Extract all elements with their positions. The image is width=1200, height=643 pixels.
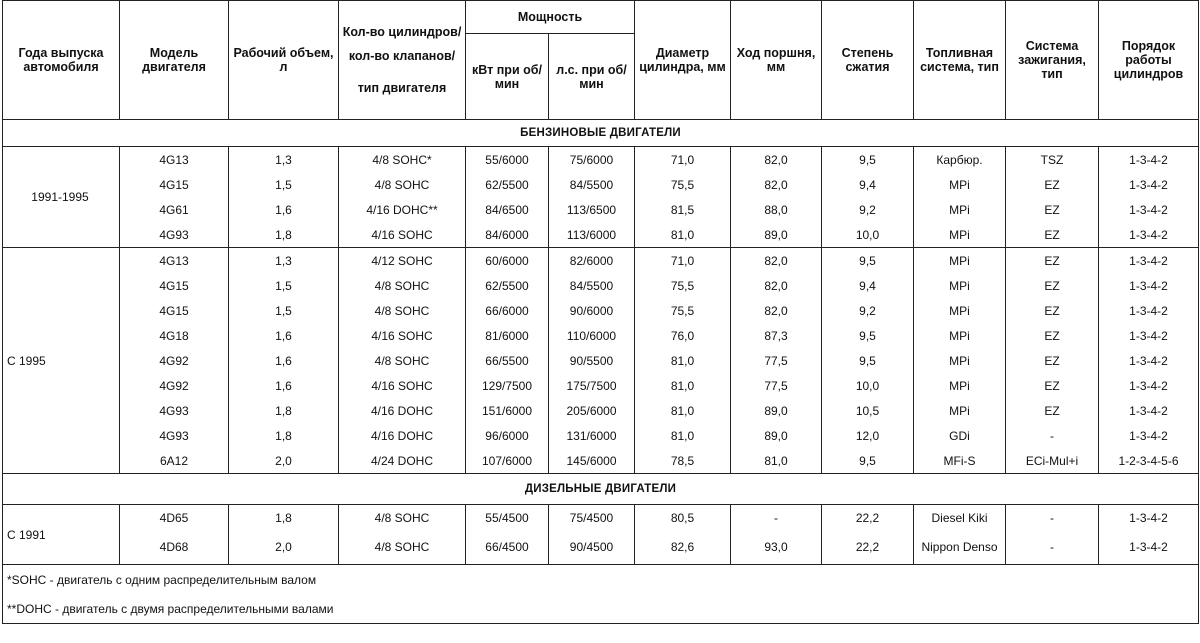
table-row [3, 348, 1199, 373]
compression-cell: 9,2 [822, 298, 914, 323]
kw-cell: 62/5500 [466, 273, 549, 298]
model-cell: 4G13 [120, 248, 229, 274]
table-row [3, 373, 1199, 398]
volume-cell: 1,6 [229, 197, 339, 222]
hp-cell: 84/5500 [549, 172, 635, 197]
hp-cell: 110/6000 [549, 323, 635, 348]
fuel-cell: MPi [914, 248, 1006, 274]
hp-cell: 90/5500 [549, 348, 635, 373]
model-cell: 4G61 [120, 197, 229, 222]
volume-cell: 2,0 [229, 448, 339, 474]
engine-specs-table [2, 0, 1199, 624]
bore-cell: 81,0 [635, 348, 731, 373]
group-from-1991 [3, 505, 1199, 565]
compression-cell: 9,5 [822, 348, 914, 373]
model-cell: 4G93 [120, 398, 229, 423]
ignition-cell: EZ [1006, 323, 1099, 348]
bore-cell: 78,5 [635, 448, 731, 474]
cylinders-cell: 4/24 DOHC [339, 448, 466, 474]
table-row [3, 222, 1199, 248]
model-cell: 4D65 [120, 505, 229, 531]
fuel-cell: Карбюр. [914, 147, 1006, 173]
fuel-cell: MPi [914, 298, 1006, 323]
stroke-cell: 77,5 [731, 348, 822, 373]
compression-cell: 10,5 [822, 398, 914, 423]
compression-cell: 9,5 [822, 147, 914, 173]
order-cell: 1-3-4-2 [1099, 197, 1199, 222]
model-cell: 4G15 [120, 298, 229, 323]
hp-cell: 113/6500 [549, 197, 635, 222]
header-fuel-system: Топливная система, тип [914, 1, 1006, 120]
model-cell: 4D68 [120, 530, 229, 565]
compression-cell: 10,0 [822, 373, 914, 398]
stroke-cell: 89,0 [731, 222, 822, 248]
header-ignition: Система зажигания, тип [1006, 1, 1099, 120]
volume-cell: 1,8 [229, 423, 339, 448]
ignition-cell: EZ [1006, 222, 1099, 248]
model-cell: 4G15 [120, 172, 229, 197]
volume-cell: 1,5 [229, 298, 339, 323]
section-diesel: ДИЗЕЛЬНЫЕ ДВИГАТЕЛИ [3, 474, 1199, 505]
table-row [3, 323, 1199, 348]
kw-cell: 81/6000 [466, 323, 549, 348]
stroke-cell: 88,0 [731, 197, 822, 222]
stroke-cell: 89,0 [731, 423, 822, 448]
fuel-cell: MPi [914, 373, 1006, 398]
order-cell: 1-3-4-2 [1099, 398, 1199, 423]
model-cell: 4G18 [120, 323, 229, 348]
header-stroke: Ход поршня, мм [731, 1, 822, 120]
kw-cell: 96/6000 [466, 423, 549, 448]
compression-cell: 10,0 [822, 222, 914, 248]
header-year: Года выпуска автомобиля [3, 1, 120, 120]
cylinders-cell: 4/8 SOHC [339, 530, 466, 565]
hp-cell: 75/6000 [549, 147, 635, 173]
volume-cell: 1,3 [229, 147, 339, 173]
kw-cell: 66/4500 [466, 530, 549, 565]
order-cell: 1-3-4-2 [1099, 248, 1199, 274]
header-volume: Рабочий объем, л [229, 1, 339, 120]
cylinders-cell: 4/16 SOHC [339, 323, 466, 348]
bore-cell: 71,0 [635, 147, 731, 173]
kw-cell: 55/6000 [466, 147, 549, 173]
stroke-cell: 89,0 [731, 398, 822, 423]
volume-cell: 2,0 [229, 530, 339, 565]
bore-cell: 76,0 [635, 323, 731, 348]
order-cell: 1-3-4-2 [1099, 147, 1199, 173]
fuel-cell: MPi [914, 348, 1006, 373]
bore-cell: 81,5 [635, 197, 731, 222]
table-row [3, 530, 1199, 565]
group-1991-1995 [3, 147, 1199, 248]
year-cell: 1991-1995 [3, 147, 120, 248]
ignition-cell: EZ [1006, 172, 1099, 197]
bore-cell: 81,0 [635, 373, 731, 398]
volume-cell: 1,6 [229, 323, 339, 348]
order-cell: 1-3-4-2 [1099, 222, 1199, 248]
header-compression: Степень сжатия [822, 1, 914, 120]
compression-cell: 9,5 [822, 448, 914, 474]
order-cell: 1-3-4-2 [1099, 323, 1199, 348]
table-row [3, 298, 1199, 323]
bore-cell: 75,5 [635, 298, 731, 323]
volume-cell: 1,6 [229, 373, 339, 398]
kw-cell: 66/5500 [466, 348, 549, 373]
bore-cell: 71,0 [635, 248, 731, 274]
model-cell: 4G15 [120, 273, 229, 298]
ignition-cell: - [1006, 423, 1099, 448]
volume-cell: 1,8 [229, 505, 339, 531]
ignition-cell: EZ [1006, 298, 1099, 323]
table-row [3, 505, 1199, 531]
year-cell: С 1991 [3, 505, 120, 565]
order-cell: 1-3-4-2 [1099, 273, 1199, 298]
cylinders-cell: 4/8 SOHC [339, 273, 466, 298]
compression-cell: 22,2 [822, 505, 914, 531]
order-cell: 1-3-4-2 [1099, 172, 1199, 197]
ignition-cell: EZ [1006, 348, 1099, 373]
table-row [3, 448, 1199, 474]
header-cylinders-line3: тип двигателя [357, 81, 447, 95]
model-cell: 4G93 [120, 222, 229, 248]
table-row [3, 172, 1199, 197]
kw-cell: 129/7500 [466, 373, 549, 398]
compression-cell: 9,4 [822, 172, 914, 197]
year-cell: С 1995 [3, 248, 120, 474]
hp-cell: 175/7500 [549, 373, 635, 398]
volume-cell: 1,8 [229, 222, 339, 248]
stroke-cell: 82,0 [731, 273, 822, 298]
cylinders-cell: 4/16 DOHC [339, 398, 466, 423]
ignition-cell: EZ [1006, 197, 1099, 222]
ignition-cell: EZ [1006, 398, 1099, 423]
fuel-cell: Nippon Denso [914, 530, 1006, 565]
compression-cell: 9,4 [822, 273, 914, 298]
header-cylinders-line1: Кол-во цилиндров/ [342, 25, 462, 39]
table-row [3, 423, 1199, 448]
fuel-cell: MPi [914, 172, 1006, 197]
model-cell: 4G93 [120, 423, 229, 448]
bore-cell: 80,5 [635, 505, 731, 531]
stroke-cell: 93,0 [731, 530, 822, 565]
order-cell: 1-3-4-2 [1099, 348, 1199, 373]
stroke-cell: 81,0 [731, 448, 822, 474]
hp-cell: 84/5500 [549, 273, 635, 298]
bore-cell: 75,5 [635, 273, 731, 298]
kw-cell: 66/6000 [466, 298, 549, 323]
stroke-cell: - [731, 505, 822, 531]
fuel-cell: MPi [914, 398, 1006, 423]
kw-cell: 55/4500 [466, 505, 549, 531]
model-cell: 6A12 [120, 448, 229, 474]
fuel-cell: MPi [914, 197, 1006, 222]
kw-cell: 84/6000 [466, 222, 549, 248]
fuel-cell: GDi [914, 423, 1006, 448]
fuel-cell: MPi [914, 222, 1006, 248]
hp-cell: 75/4500 [549, 505, 635, 531]
header-power: Мощность [466, 1, 635, 34]
model-cell: 4G92 [120, 373, 229, 398]
stroke-cell: 87,3 [731, 323, 822, 348]
order-cell: 1-3-4-2 [1099, 505, 1199, 531]
kw-cell: 62/5500 [466, 172, 549, 197]
volume-cell: 1,5 [229, 273, 339, 298]
footnote-sohc: *SOHC - двигатель с одним распределительным валом [3, 565, 1199, 595]
header-firing-order: Порядок работы цилиндров [1099, 1, 1199, 120]
stroke-cell: 82,0 [731, 248, 822, 274]
header-cylinders-line2: кол-во клапанов/ [348, 49, 456, 63]
table-row [3, 147, 1199, 173]
volume-cell: 1,3 [229, 248, 339, 274]
volume-cell: 1,6 [229, 348, 339, 373]
compression-cell: 12,0 [822, 423, 914, 448]
group-from-1995 [3, 248, 1199, 474]
bore-cell: 75,5 [635, 172, 731, 197]
footnote-dohc: **DOHC - двигатель с двумя распределительными валами [3, 594, 1199, 624]
hp-cell: 145/6000 [549, 448, 635, 474]
bore-cell: 81,0 [635, 222, 731, 248]
ignition-cell: EZ [1006, 273, 1099, 298]
fuel-cell: MPi [914, 273, 1006, 298]
volume-cell: 1,5 [229, 172, 339, 197]
header-bore: Диаметр цилиндра, мм [635, 1, 731, 120]
stroke-cell: 82,0 [731, 172, 822, 197]
compression-cell: 9,5 [822, 323, 914, 348]
order-cell: 1-3-4-2 [1099, 298, 1199, 323]
stroke-cell: 77,5 [731, 373, 822, 398]
header-model: Модель двигателя [120, 1, 229, 120]
cylinders-cell: 4/16 DOHC** [339, 197, 466, 222]
fuel-cell: Diesel Kiki [914, 505, 1006, 531]
order-cell: 1-2-3-4-5-6 [1099, 448, 1199, 474]
stroke-cell: 82,0 [731, 298, 822, 323]
hp-cell: 131/6000 [549, 423, 635, 448]
hp-cell: 82/6000 [549, 248, 635, 274]
ignition-cell: TSZ [1006, 147, 1099, 173]
compression-cell: 9,5 [822, 248, 914, 274]
fuel-cell: MPi [914, 323, 1006, 348]
cylinders-cell: 4/16 SOHC [339, 222, 466, 248]
order-cell: 1-3-4-2 [1099, 373, 1199, 398]
kw-cell: 60/6000 [466, 248, 549, 274]
header-cylinders [339, 1, 466, 120]
hp-cell: 205/6000 [549, 398, 635, 423]
ignition-cell: ECi-Mul+i [1006, 448, 1099, 474]
section-petrol: БЕНЗИНОВЫЕ ДВИГАТЕЛИ [3, 120, 1199, 147]
cylinders-cell: 4/16 SOHC [339, 373, 466, 398]
fuel-cell: MFi-S [914, 448, 1006, 474]
ignition-cell: - [1006, 505, 1099, 531]
table-row [3, 398, 1199, 423]
cylinders-cell: 4/8 SOHC [339, 348, 466, 373]
cylinders-cell: 4/16 DOHC [339, 423, 466, 448]
hp-cell: 113/6000 [549, 222, 635, 248]
bore-cell: 82,6 [635, 530, 731, 565]
cylinders-cell: 4/8 SOHC [339, 172, 466, 197]
order-cell: 1-3-4-2 [1099, 423, 1199, 448]
cylinders-cell: 4/8 SOHC* [339, 147, 466, 173]
table-row [3, 273, 1199, 298]
hp-cell: 90/4500 [549, 530, 635, 565]
cylinders-cell: 4/8 SOHC [339, 298, 466, 323]
bore-cell: 81,0 [635, 423, 731, 448]
table-row [3, 248, 1199, 274]
kw-cell: 84/6500 [466, 197, 549, 222]
kw-cell: 151/6000 [466, 398, 549, 423]
model-cell: 4G13 [120, 147, 229, 173]
compression-cell: 22,2 [822, 530, 914, 565]
stroke-cell: 82,0 [731, 147, 822, 173]
cylinders-cell: 4/8 SOHC [339, 505, 466, 531]
volume-cell: 1,8 [229, 398, 339, 423]
bore-cell: 81,0 [635, 398, 731, 423]
order-cell: 1-3-4-2 [1099, 530, 1199, 565]
ignition-cell: EZ [1006, 373, 1099, 398]
ignition-cell: EZ [1006, 248, 1099, 274]
compression-cell: 9,2 [822, 197, 914, 222]
ignition-cell: - [1006, 530, 1099, 565]
cylinders-cell: 4/12 SOHC [339, 248, 466, 274]
model-cell: 4G92 [120, 348, 229, 373]
hp-cell: 90/6000 [549, 298, 635, 323]
table-row [3, 197, 1199, 222]
header-power-kw: кВт при об/мин [466, 34, 549, 120]
kw-cell: 107/6000 [466, 448, 549, 474]
header-power-hp: л.с. при об/мин [549, 34, 635, 120]
